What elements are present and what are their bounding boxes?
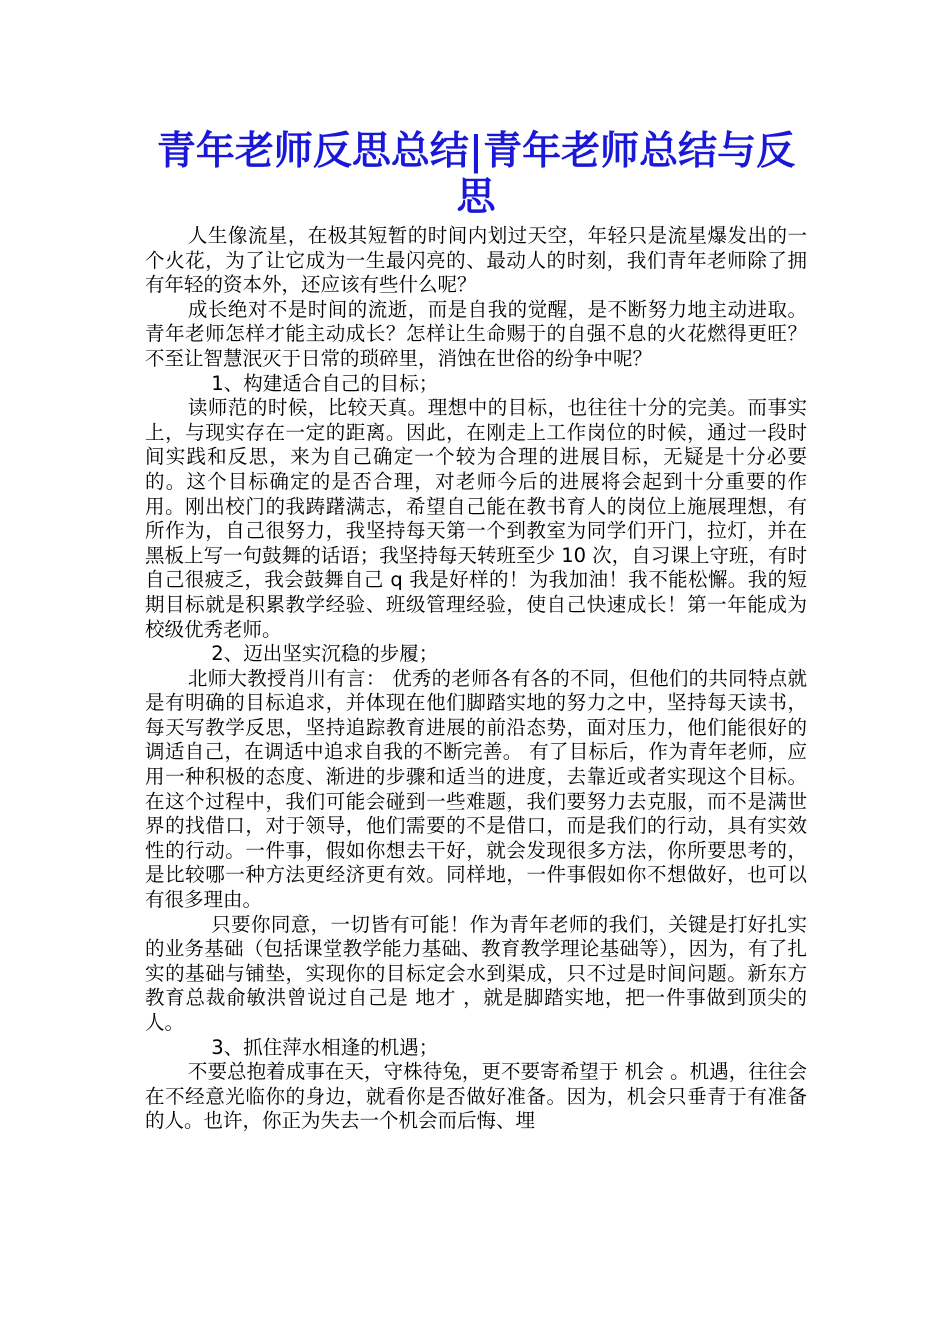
section-heading-2: 2、迈出坚实沉稳的步履； [211, 642, 439, 666]
paragraph-section-2b: 只要你同意，一切皆有可能！作为青年老师的我们，关键是打好扎实的业务基础（包括课堂教学能力基础、教育教学理论基础等），因为，有了扎实的基础与铺垫，实现你的目标定会水到渠成，只不过是时间问题。新东方教育总裁俞敏洪曾说过自己是 地才 ，就是脚踏实地，把一件事做到顶尖的人。 [145, 912, 807, 1034]
document-page [145, 128, 807, 1134]
paragraph-section-3: 不要总抱着成事在天，守株待兔，更不要寄希望于 机会 。机遇，往往会在不经意光临你的身边，就看你是否做好准备。因为，机会只垂青于有准备的人。也许，你正为失去一个机会而后悔、埋 [145, 1060, 807, 1133]
document-body [145, 224, 807, 1134]
paragraph-section-1: 读师范的时候，比较天真。理想中的目标，也往往十分的完美。而事实上，与现实存在一定的距离。因此，在刚走上工作岗位的时候，通过一段时间实践和反思，来为自己确定一个较为合理的进展目标，无疑是十分必要的。这个目标确定的是否合理，对老师今后的进展将会起到十分重要的作用。刚出校门的我踌躇满志，希望自己能在教书育人的岗位上施展理想，有所作为，自己很努力，我坚持每天第一个到教室为同学们开门，拉灯，并在黑板上写一句鼓舞的话语；我坚持每天转班至少 10 次，自习课上守班，有时自己很疲乏，我会鼓舞自己 q 我是好样的！为我加油！我不能松懈。我的短期目标就是积累教学经验、班级管理经验，使自己快速成长！第一年能成为校级优秀老师。 [145, 396, 807, 641]
paragraph-growth: 成长绝对不是时间的流逝，而是自我的觉醒，是不断努力地主动进取。青年老师怎样才能主动成长？怎样让生命赐于的自强不息的火花燃得更旺？不至让智慧泯灭于日常的琐碎里，消蚀在世俗的纷争中呢？ [145, 297, 807, 370]
section-heading-1: 1、构建适合自己的目标； [211, 371, 439, 395]
section-heading-3: 3、抓住萍水相逢的机遇； [211, 1035, 439, 1059]
paragraph-intro: 人生像流星，在极其短暂的时间内划过天空，年轻只是流星爆发出的一个火花，为了让它成为一生最闪亮的、最动人的时刻，我们青年老师除了拥有年轻的资本外，还应该有些什么呢？ [145, 224, 807, 297]
document-title: 青年老师反思总结|青年老师总结与反思 [156, 128, 796, 220]
paragraph-section-2a: 北师大教授肖川有言： 优秀的老师各有各的不同，但他们的共同特点就是有明确的目标追求，并体现在他们脚踏实地的努力之中，坚持每天读书，每天写教学反思，坚持追踪教育进展的前沿态势，面对压力，他们能很好的调适自己，在调适中追求自我的不断完善。 有了目标后，作为青年老师，应用一种积极的态度、渐进的步骤和适当的进度，去靠近或者实现这个目标。在这个过程中，我们可能会碰到一些难题，我们要努力去克服，而不是满世界的找借口，对于领导，他们需要的不是借口，而是我们的行动，具有实效性的行动。一件事，假如你想去干好，就会发现很多方法，你所要思考的，是比较哪一种方法更经济更有效。同样地，一件事假如你不想做好，也可以有很多理由。 [145, 666, 807, 912]
